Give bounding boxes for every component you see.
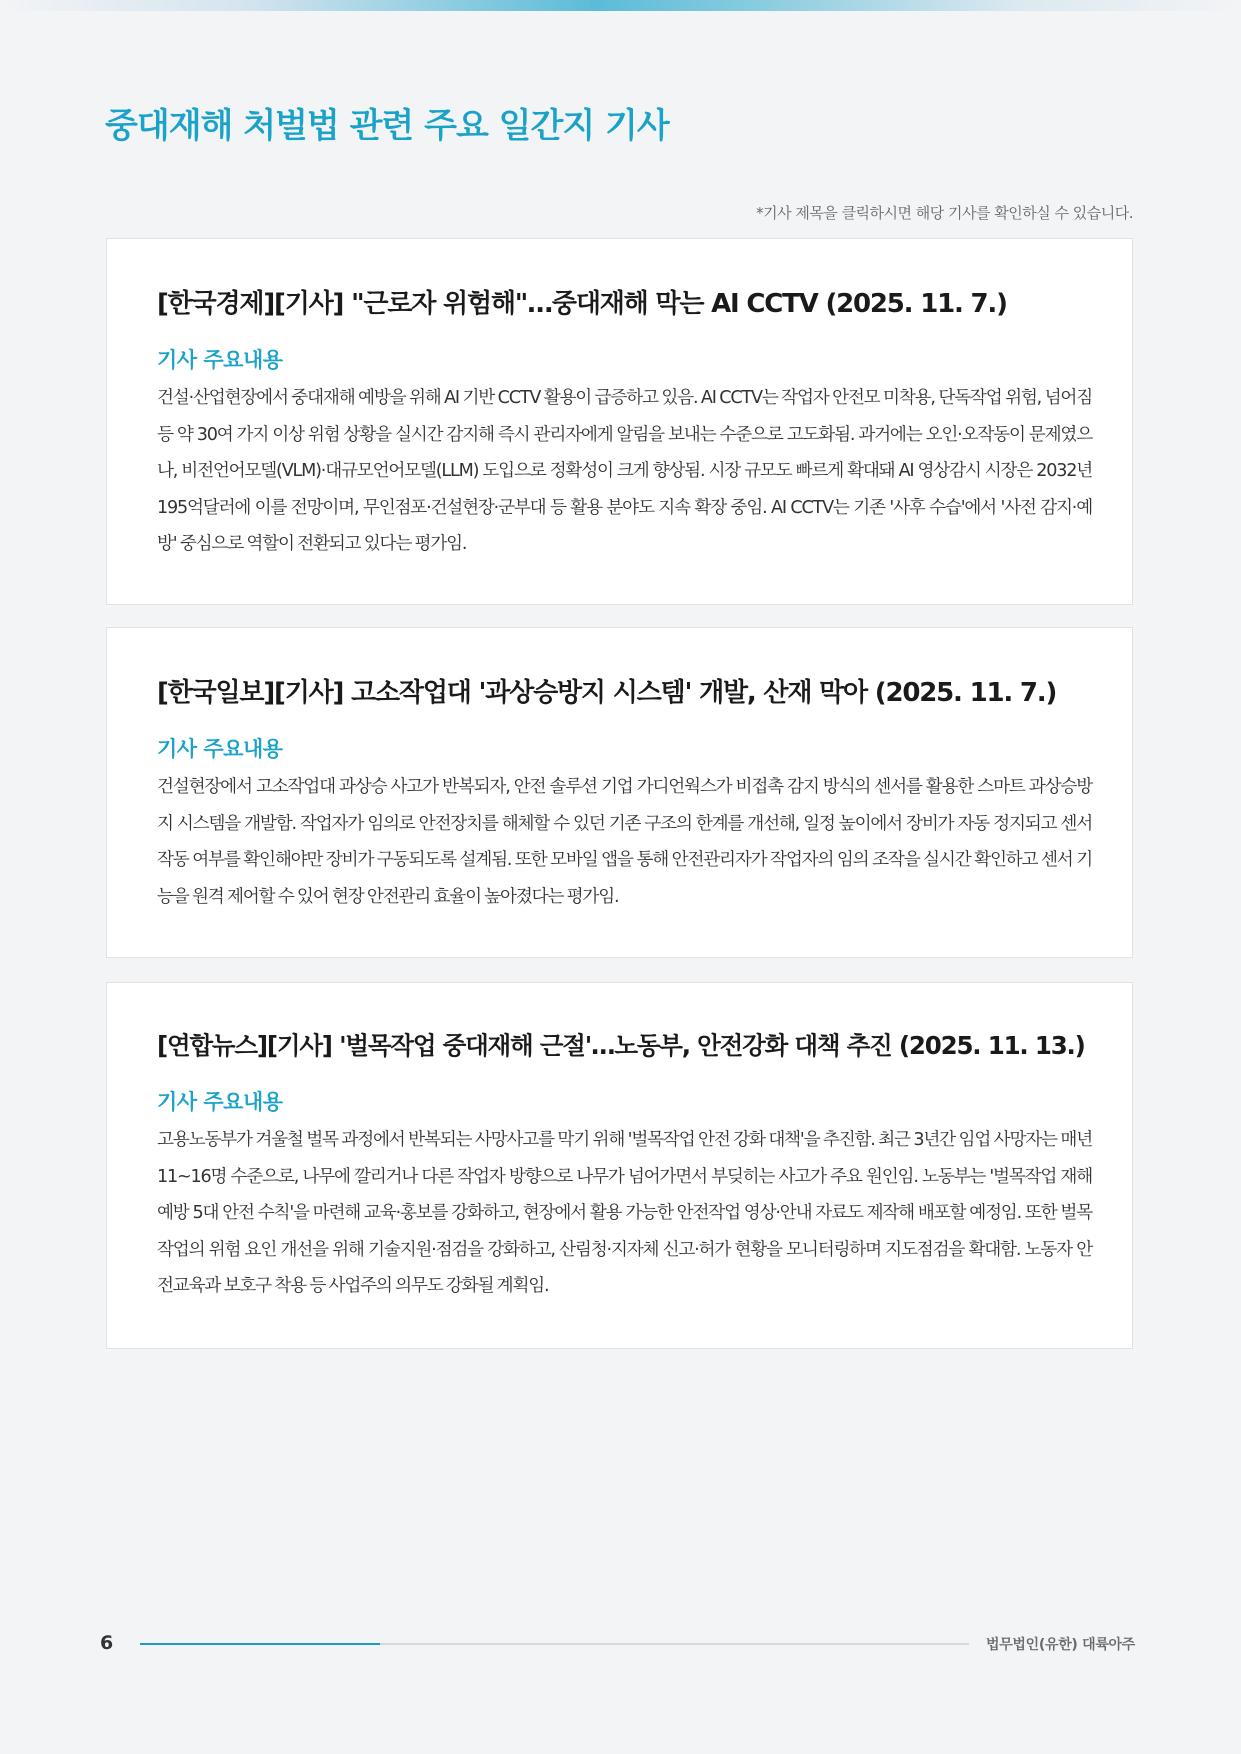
article-title-link[interactable]: [연합뉴스][기사] '벌목작업 중대재해 근절'…노동부, 안전강화 대책 추진 (2025. 11. 13.)	[157, 1031, 1085, 1060]
article-summary: 고용노동부가 겨울철 벌목 과정에서 반복되는 사망사고를 막기 위해 '벌목작업 안전 강화 대책'을 추진함. 최근 3년간 임업 사망자는 매년 11~16명 수준으로, 나무에 깔리거나 다른 작업자 방향으로 나무가 넘어가면서 부딪히는 사고가 주요 원인임. 노동부는 '벌목작업 재해예방 5대 안전 수칙'을 마련해 교육·홍보를 강화하고, 현장에서 활용 가능한 안전작업 영상·안내 자료도 제작해 배포할 예정임. 또한 벌목작업의 위험 요인 개선을 위해 기술지원·점검을 강화하고, 산림청·지자체 신고·허가 현황을 모니터링하며 지도점검을 확대함. 노동자 안전교육과 보호구 착용 등 사업주의 의무도 강화될 계획임.	[157, 1130, 1092, 1296]
firm-name: 법무법인(유한) 대륙아주	[985, 1637, 1135, 1653]
page-title: 중대재해 처벌법 관련 주요 일간지 기사	[105, 106, 669, 146]
summary-label: 기사 주요내용	[157, 1090, 283, 1114]
summary-label: 기사 주요내용	[157, 348, 283, 372]
page-progress-fill	[140, 1643, 380, 1645]
page-progress-track	[140, 1643, 969, 1645]
article-title-link[interactable]: [한국일보][기사] 고소작업대 '과상승방지 시스템' 개발, 산재 막아 (2025. 11. 7.)	[157, 678, 1057, 708]
article-card	[106, 982, 1133, 1349]
article-title-link[interactable]: [한국경제][기사] "근로자 위험해"…중대재해 막는 AI CCTV (2025. 11. 7.)	[157, 289, 1007, 319]
article-summary: 건설·산업현장에서 중대재해 예방을 위해 AI 기반 CCTV 활용이 급증하고 있음. AI CCTV는 작업자 안전모 미착용, 단독작업 위험, 넘어짐 등 약 30여 가지 이상 위험 상황을 실시간 감지해 즉시 관리자에게 알림을 보내는 수준으로 고도화됨. 과거에는 오인·오작동이 문제였으나, 비전언어모델(VLM)·대규모언어모델(LLM) 도입으로 정확성이 크게 향상됨. 시장 규모도 빠르게 확대돼 AI 영상감시 시장은 2032년 195억달러에 이를 전망이며, 무인점포·건설현장·군부대 등 활용 분야도 지속 확장 중임. AI CCTV는 기존 '사후 수습'에서 '사전 감지·예방' 중심으로 역할이 전환되고 있다는 평가임.	[157, 388, 1093, 554]
click-note: *기사 제목을 클릭하시면 해당 기사를 확인하실 수 있습니다.	[756, 204, 1133, 222]
article-summary: 건설현장에서 고소작업대 과상승 사고가 반복되자, 안전 솔루션 기업 가디언웍스가 비접촉 감지 방식의 센서를 활용한 스마트 과상승방지 시스템을 개발함. 작업자가 임의로 안전장치를 해체할 수 있던 기존 구조의 한계를 개선해, 일정 높이에서 장비가 자동 정지되고 센서 작동 여부를 확인해야만 장비가 구동되도록 설계됨. 또한 모바일 앱을 통해 안전관리자가 작업자의 임의 조작을 실시간 확인하고 센서 기능을 원격 제어할 수 있어 현장 안전관리 효율이 높아졌다는 평가임.	[157, 777, 1092, 907]
article-card	[106, 627, 1133, 958]
article-card	[106, 238, 1133, 605]
summary-label: 기사 주요내용	[157, 737, 283, 761]
top-accent-bar	[0, 0, 1241, 11]
page-number: 6	[100, 1632, 114, 1654]
